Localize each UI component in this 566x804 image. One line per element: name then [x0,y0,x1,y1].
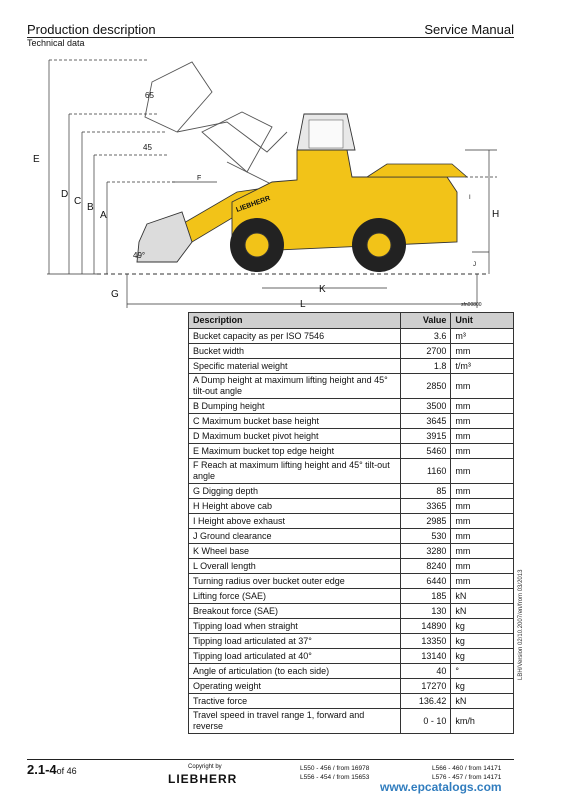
table-row [189,399,514,414]
diagram-code: sfn00800 [461,302,482,308]
table-row [189,414,514,429]
models-left [300,764,369,782]
liebherr-logo: LIEBHERR [168,772,238,786]
row-value: 85 [400,484,450,499]
page-total: of 46 [56,766,77,776]
page-number [27,762,77,777]
model-line: L556 - 454 / from 15653 [300,774,370,781]
table-row [189,559,514,574]
row-value: 3915 [400,429,450,444]
row-value: 130 [400,604,450,619]
row-description: E Maximum bucket top edge height [189,444,401,459]
table-row [189,529,514,544]
table-row [189,634,514,649]
row-value: 0 - 10 [400,709,450,734]
table-row [189,694,514,709]
table-row [189,619,514,634]
model-line: L566 - 460 / from 14171 [432,765,502,772]
table-row [189,544,514,559]
angle-49: 49° [133,251,146,260]
row-value: 530 [400,529,450,544]
row-description: D Maximum bucket pivot height [189,429,401,444]
row-value: 3645 [400,414,450,429]
row-unit: kg [451,634,514,649]
row-description: Bucket width [189,344,401,359]
label-a: A [100,210,107,221]
row-unit: ° [451,664,514,679]
row-description: Bucket capacity as per ISO 7546 [189,329,401,344]
table-row [189,499,514,514]
row-value: 17270 [400,679,450,694]
label-h: H [492,209,500,220]
row-unit: t/m³ [451,359,514,374]
row-description: Operating weight [189,679,401,694]
table-row [189,459,514,484]
page-number-value: 2.1-4 [27,762,57,777]
row-description: Lifting force (SAE) [189,589,401,604]
table-row [189,359,514,374]
row-description: K Wheel base [189,544,401,559]
table-row [189,374,514,399]
row-unit: mm [451,574,514,589]
row-unit: mm [451,444,514,459]
page-title: Production description [27,22,156,37]
row-unit: mm [451,559,514,574]
label-l: L [300,299,306,310]
row-description: Specific material weight [189,359,401,374]
row-description: G Digging depth [189,484,401,499]
row-unit: kg [451,619,514,634]
row-unit: mm [451,544,514,559]
row-description: A Dump height at maximum lifting height and 45° tilt-out angle [189,374,401,399]
table-row [189,344,514,359]
row-description: Turning radius over bucket outer edge [189,574,401,589]
manual-title: Service Manual [424,22,514,37]
row-unit: kN [451,694,514,709]
wheel-loader-diagram [27,52,517,310]
row-description: Tipping load when straight [189,619,401,634]
label-g: G [111,289,119,300]
row-value: 6440 [400,574,450,589]
row-description: Breakout force (SAE) [189,604,401,619]
table-row [189,664,514,679]
col-unit: Unit [451,313,514,329]
label-f: F [197,175,202,182]
row-value: 2700 [400,344,450,359]
row-description: H Height above cab [189,499,401,514]
row-value: 1.8 [400,359,450,374]
table-row [189,514,514,529]
table-row [189,444,514,459]
footer-rule [27,759,514,760]
label-i: I [469,195,471,201]
header-rule [27,37,514,38]
section-subtitle: Technical data [27,38,85,48]
row-unit: mm [451,429,514,444]
row-value: 3365 [400,499,450,514]
row-value: 13350 [400,634,450,649]
row-value: 8240 [400,559,450,574]
row-unit: mm [451,459,514,484]
label-d: D [61,189,69,200]
row-unit: mm [451,374,514,399]
row-unit: kN [451,604,514,619]
row-unit: mm [451,529,514,544]
row-unit: mm [451,414,514,429]
row-value: 13140 [400,649,450,664]
model-line: L550 - 456 / from 16978 [300,765,370,772]
table-row [189,329,514,344]
row-description: J Ground clearance [189,529,401,544]
row-value: 5460 [400,444,450,459]
row-value: 2850 [400,374,450,399]
row-unit: mm [451,484,514,499]
table-body [189,329,514,734]
angle-65: 65 [145,91,154,100]
row-description: I Height above exhaust [189,514,401,529]
row-value: 3.6 [400,329,450,344]
col-description: Description [189,313,401,329]
row-description: F Reach at maximum lifting height and 45° tilt-out angle [189,459,401,484]
row-description: Travel speed in travel range 1, forward and reverse [189,709,401,734]
row-value: 3280 [400,544,450,559]
table-row [189,429,514,444]
row-description: C Maximum bucket base height [189,414,401,429]
table-row [189,679,514,694]
row-value: 3500 [400,399,450,414]
row-unit: mm [451,499,514,514]
label-j: J [473,262,476,268]
row-unit: mm [451,514,514,529]
row-value: 2985 [400,514,450,529]
row-description: Tipping load articulated at 37° [189,634,401,649]
row-value: 14890 [400,619,450,634]
row-value: 136.42 [400,694,450,709]
table-header-row [189,313,514,329]
technical-data-table [188,312,514,734]
row-unit: mm [451,399,514,414]
angle-45: 45 [143,143,152,152]
table-row [189,574,514,589]
row-value: 40 [400,664,450,679]
row-description: Tractive force [189,694,401,709]
watermark: www.epcatalogs.com [380,780,502,794]
row-description: Angle of articulation (to each side) [189,664,401,679]
table-row [189,589,514,604]
label-e: E [33,154,40,165]
table-row [189,604,514,619]
label-b: B [87,202,94,213]
row-unit: km/h [451,709,514,734]
row-description: B Dumping height [189,399,401,414]
row-unit: kg [451,649,514,664]
row-unit: kg [451,679,514,694]
row-unit: kN [451,589,514,604]
row-description: Tipping load articulated at 40° [189,649,401,664]
model-line: L576 - 457 / from 14171 [432,774,502,781]
label-c: C [74,196,82,207]
row-unit: m³ [451,329,514,344]
row-value: 1160 [400,459,450,484]
row-description: L Overall length [189,559,401,574]
col-value: Value [400,313,450,329]
label-k: K [319,284,326,295]
version-note: LBH/Version 02/10.2007/en/from 03/2013 [518,569,524,680]
copyright-label: Copyright by [188,764,222,770]
row-unit: mm [451,344,514,359]
table-row [189,709,514,734]
table-row [189,484,514,499]
machine-brand: LIEBHERR [235,195,272,214]
table-row [189,649,514,664]
row-value: 185 [400,589,450,604]
